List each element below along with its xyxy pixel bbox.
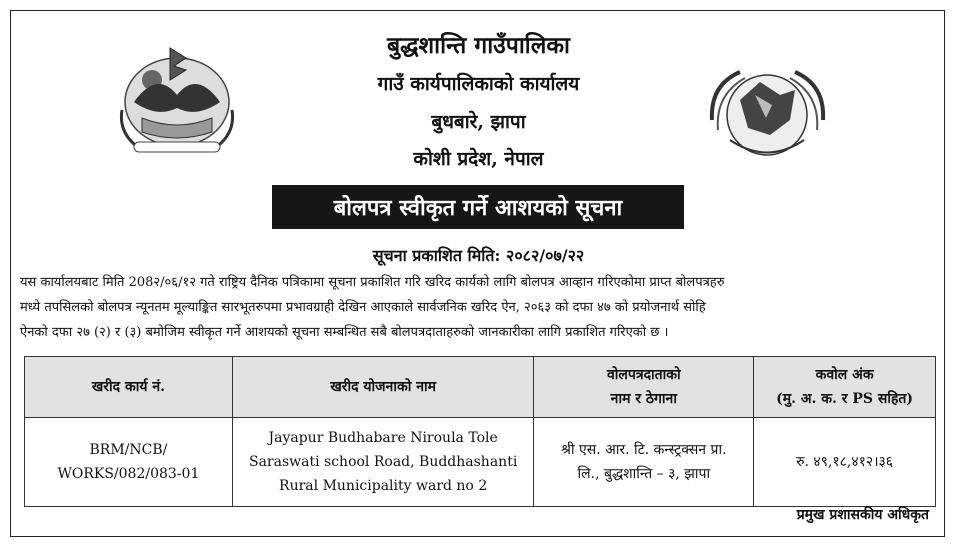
header-bidder-line1: वोलपत्रदाताको (606, 367, 681, 383)
header-amount (754, 357, 936, 418)
notice-title: बोलपत्र स्वीकृत गर्ने आशयको सूचना (272, 185, 684, 229)
header-project-name: खरीद योजनाको नाम (232, 357, 534, 418)
header-amount-line2: (मु. अ. क. र PS सहित) (776, 391, 914, 407)
cell-project-name (232, 418, 534, 507)
table-header-row (25, 357, 936, 418)
notice-body-line: ऐनको दफा २७ (२) र (३) बमोजिम स्वीकृत गर्ने आशयको सूचना सम्बन्धित सबै बोलपत्रदाताहरुको जानकारीका लागि प्रकाशित गरिएको छ । (20, 325, 669, 340)
municipality-name: बुद्धशान्ति गाउँपालिका (387, 32, 570, 59)
office-location: बुधबारे, झापा (431, 111, 526, 133)
province-name: कोशी प्रदेश, नेपाल (413, 148, 544, 170)
procurement-no-line2: WORKS/082/083-01 (57, 466, 200, 482)
cell-amount: रु. ४९,१८,४१२।३६ (754, 418, 936, 507)
header-bidder-line2: नाम र ठेगाना (610, 391, 677, 407)
procurement-no-line1: BRM/NCB/ (89, 442, 168, 458)
header-procurement-no: खरीद कार्य नं. (25, 357, 233, 418)
project-line3: Rural Municipality ward no 2 (279, 478, 488, 494)
signatory-title: प्रमुख प्रशासकीय अधिकृत (796, 507, 929, 523)
project-line1: Jayapur Budhabare Niroula Tole (268, 430, 498, 446)
cell-bidder (534, 418, 754, 507)
header-amount-line1: कवोल अंक (815, 367, 874, 383)
notice-body-line: यस कार्यालयबाट मिति 208२/०६/१२ गते राष्ट्रिय दैनिक पत्रिकामा सूचना प्रकाशित गरि खरिद कार्यको लागि बोलपत्र आव्हान गरिएकोमा प्राप्त बोलपत्रहरु (20, 275, 725, 290)
bidder-line2: लि., बुद्धशान्ति – ३, झापा (577, 466, 711, 482)
published-date: सूचना प्रकाशित मिति: २०८२/०७/२२ (372, 246, 585, 265)
notice-body-line: मध्ये तपसिलको बोलपत्र न्यूनतम मूल्याङ्कित सारभूतरुपमा प्रभावग्राही देखिन आएकाले सार्वजनिक खरिद ऐन, २०६३ को दफा ४७ को प्रयोजनार्थ सोहि (20, 300, 706, 315)
project-line2: Saraswati school Road, Buddhashanti (248, 454, 518, 470)
table-row (25, 418, 936, 507)
tender-table (24, 356, 936, 507)
cell-procurement-no (25, 418, 233, 507)
bidder-line1: श्री एस. आर. टि. कन्स्ट्रक्सन प्रा. (561, 442, 727, 458)
header-bidder (534, 357, 754, 418)
office-name: गाउँ कार्यपालिकाको कार्यालय (377, 73, 580, 95)
notice-body (20, 270, 938, 345)
